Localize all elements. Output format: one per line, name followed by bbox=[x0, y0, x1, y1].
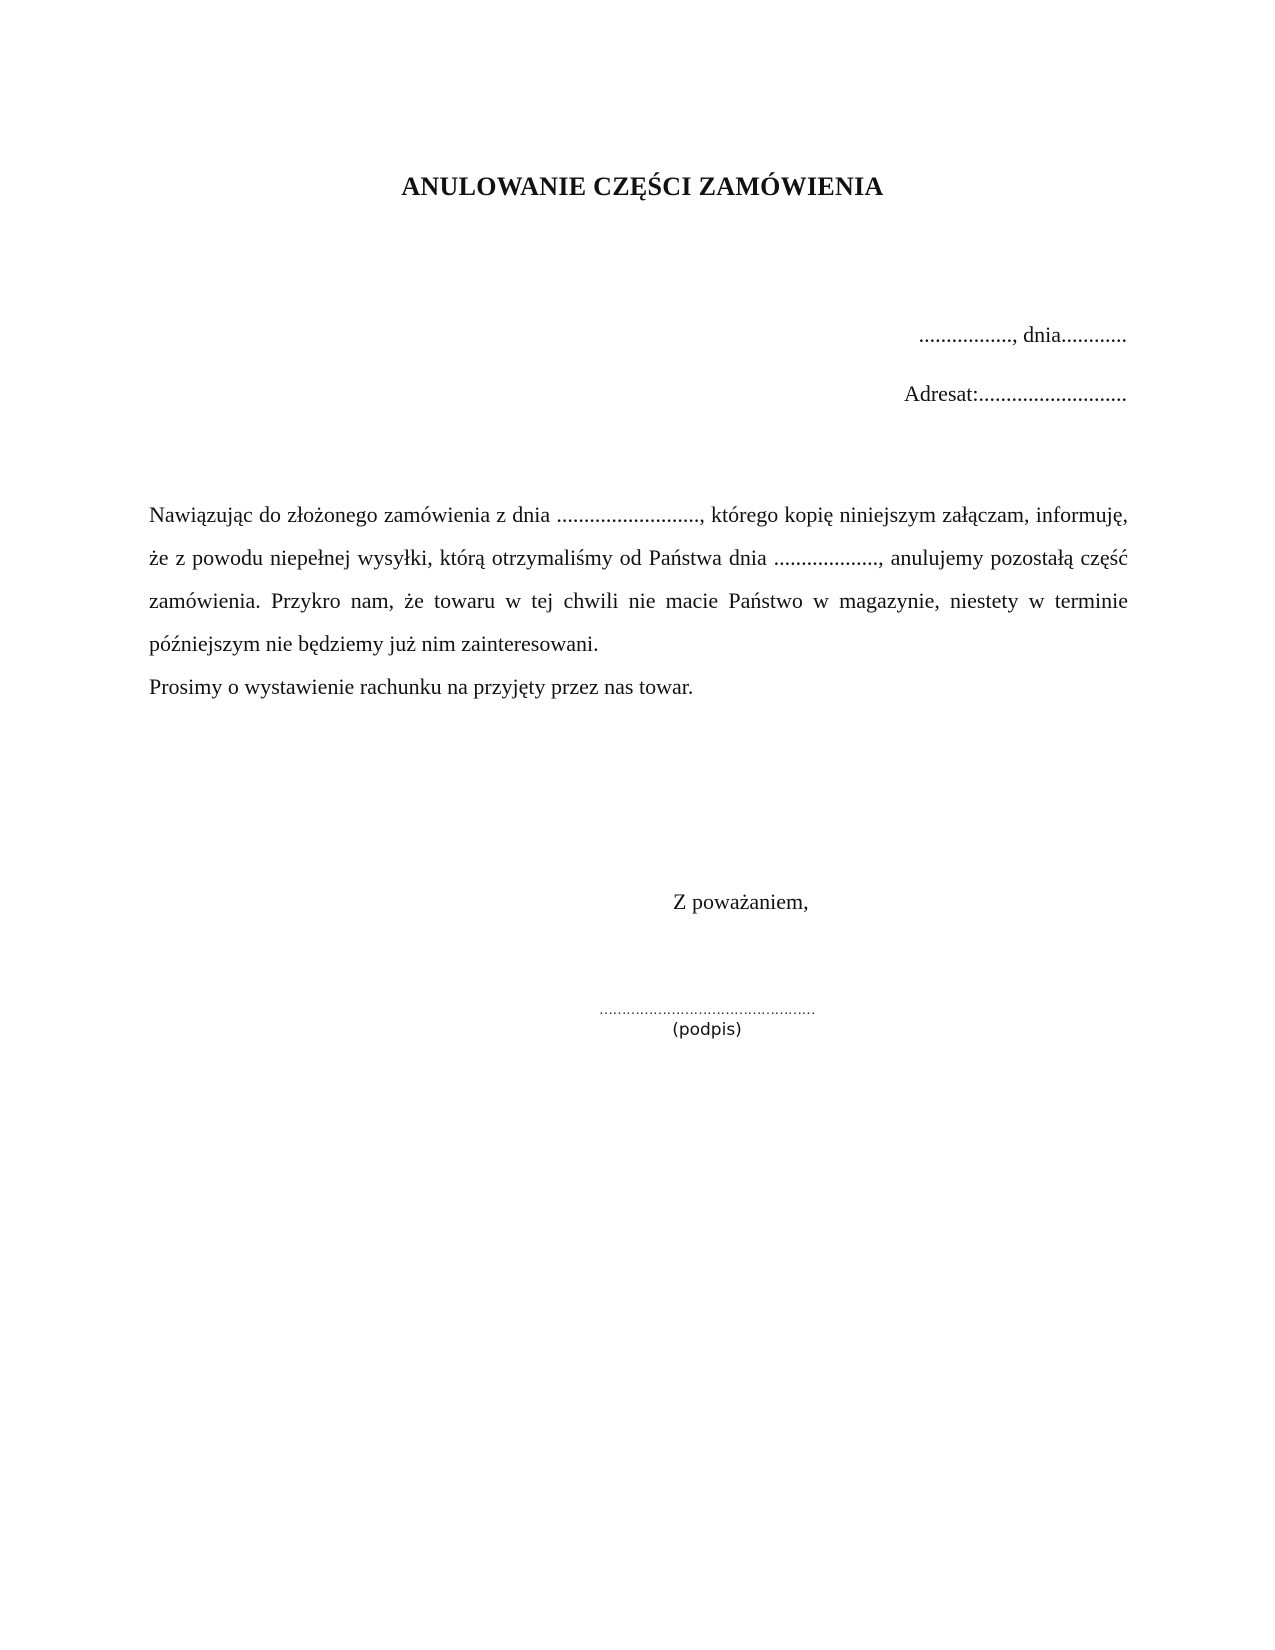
body-paragraph-request: Prosimy o wystawienie rachunku na przyjęty przez nas towar. bbox=[149, 674, 694, 699]
closing-salutation: Z poważaniem, bbox=[673, 889, 809, 914]
document-title: ANULOWANIE CZĘŚCI ZAMÓWIENIA bbox=[401, 172, 884, 201]
signature-dotted-line: ………………………………………… bbox=[599, 1003, 815, 1018]
addressee-line: Adresat:........................... bbox=[903, 381, 1127, 406]
place-date-line: ................., dnia............ bbox=[918, 322, 1127, 347]
signature-label: (podpis) bbox=[672, 1020, 742, 1040]
letter-body bbox=[149, 493, 1128, 708]
body-paragraph-main: Nawiązując do złożonego zamówienia z dnia .........................., którego kopię niniejszym załączam, informuję, że z powodu niepełnej wysyłki, którą otrzymaliśmy od Państwa dnia ..................., anulujemy pozostałą część zamówienia. Przykro nam, że towaru w tej chwili nie macie Państwo w magazynie, niestety w terminie późniejszym nie będziemy już nim zainteresowani. bbox=[149, 502, 1128, 656]
